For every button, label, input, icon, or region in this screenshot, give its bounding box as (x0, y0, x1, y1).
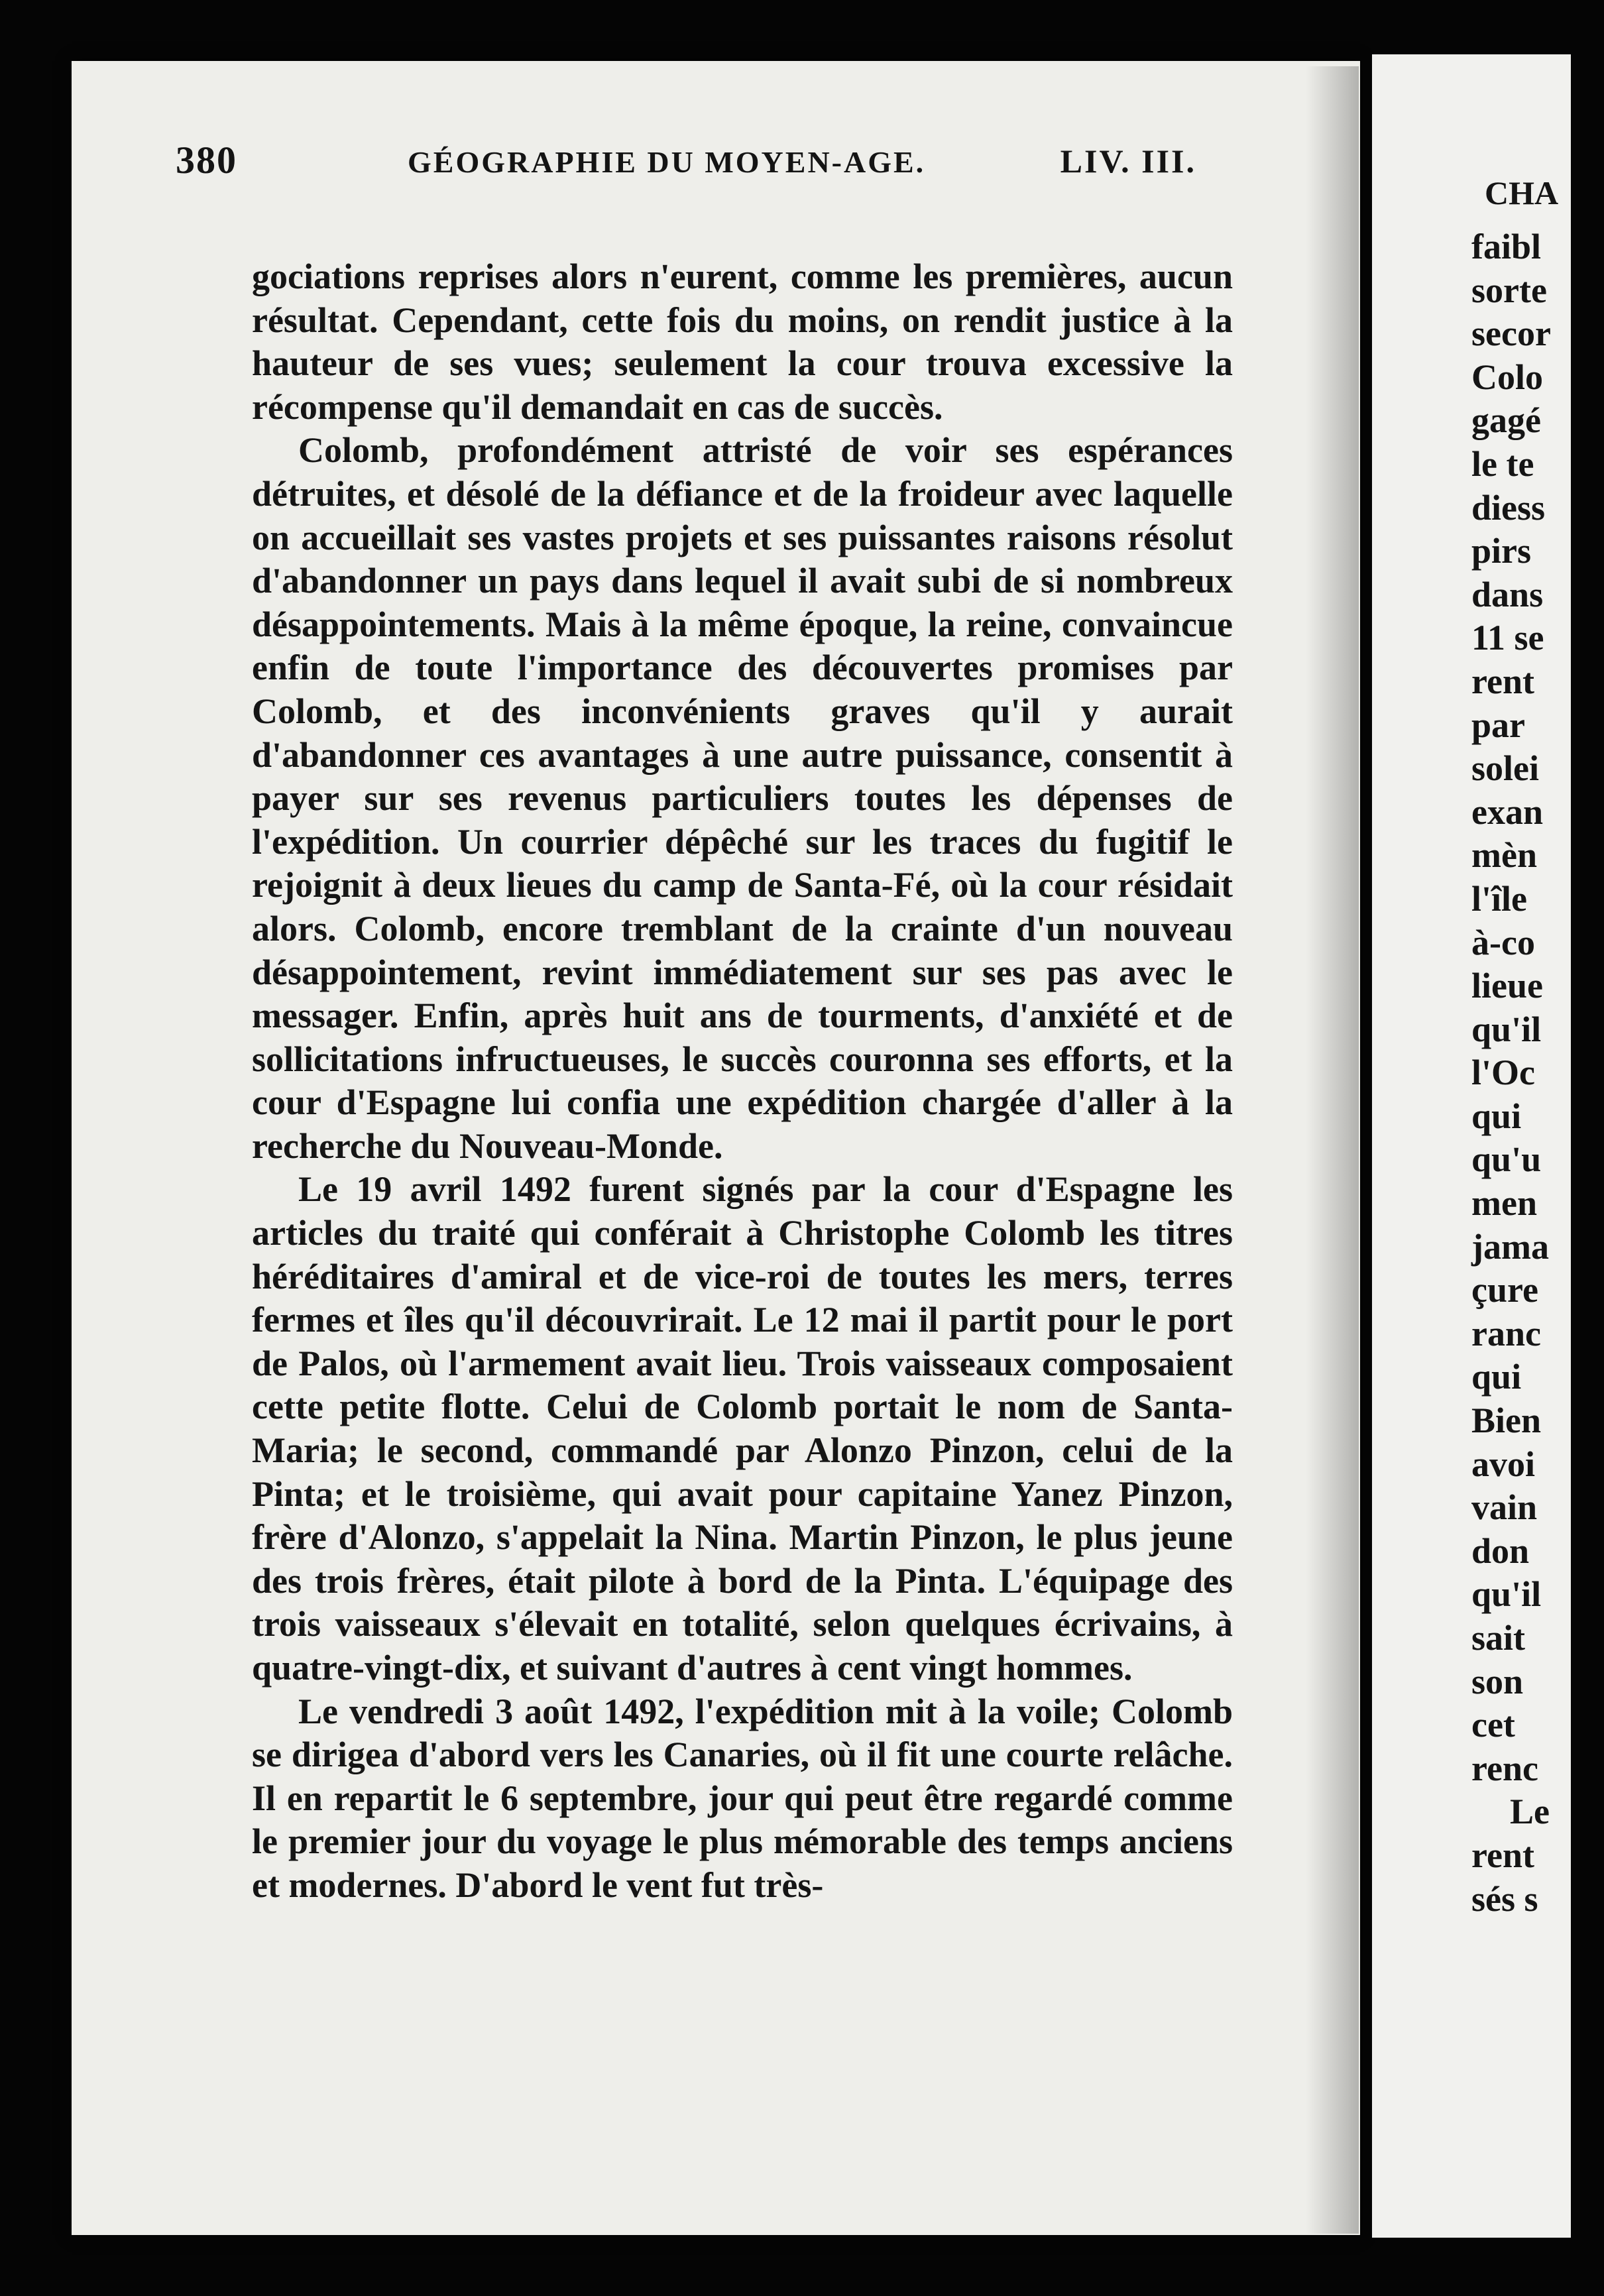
facing-page-header: CHA (1485, 174, 1559, 211)
facing-page-line: pirs (1471, 531, 1532, 571)
facing-page-line: çure (1471, 1270, 1538, 1310)
facing-page-line: qu'il (1471, 1574, 1542, 1615)
facing-page-line: gagé (1471, 400, 1541, 441)
facing-page-line: son (1471, 1661, 1524, 1701)
facing-page-line: à-co (1471, 922, 1535, 962)
facing-page-line: l'île (1471, 878, 1527, 919)
facing-page-line: rent (1471, 1835, 1534, 1875)
paragraph: Colomb, profondément attristé de voir ses espérances détruites, et désolé de la défiance et de la froideur avec laquelle on accueillait ses vastes projets et ses puissantes raisons résolut d'abandonner un pays dans lequel il avait subi de si nombreux désappointements. Mais à la même époque, la reine, convaincue enfin de toute l'importance des découvertes promises par Colomb, et des inconvénients graves qu'il y aurait d'abandonner ces avantages à une autre puissance, consentit à payer sur ses revenus particuliers toutes les dépenses de l'expédition. Un courrier dépêché sur les traces du fugitif le rejoignit à deux lieues du camp de Santa-Fé, où la cour résidait alors. Colomb, encore tremblant de la crainte d'un nouveau désappointement, revint immédiatement sur ses pas avec le messager. Enfin, après huit ans de tourments, d'anxiété et de sollicitations infructueuses, le succès couronna ses efforts, et la cour d'Espagne lui confia une expédition chargée d'aller à la recherche du Nouveau-Monde. (252, 430, 1233, 1166)
body-text (252, 255, 1233, 1908)
facing-page-line: men (1471, 1183, 1537, 1224)
facing-page-line: faibl (1471, 227, 1542, 266)
paragraph-continuation: gociations reprises alors n'eurent, comme les premières, aucun résultat. Cependant, cette fois du moins, on rendit justice à la hauteur de ses vues; seulement la cour trouva excessive la récompense qu'il demandait en cas de succès. (252, 257, 1233, 427)
facing-page-text (1471, 225, 1604, 1921)
page-header (176, 138, 1196, 184)
facing-page-line: vain (1471, 1487, 1538, 1528)
chapter-reference: LIV. III. (1060, 143, 1196, 180)
facing-page-line: mèn (1471, 835, 1537, 876)
facing-page-line: avoi (1471, 1444, 1536, 1484)
paragraph: Le 19 avril 1492 furent signés par la cour d'Espagne les articles du traité qui conférait à Christophe Colomb les titres héréditaires d'amiral et de vice-roi de toutes les mers, terres fermes et îles qu'il découvrirait. Le 12 mai il partit pour le port de Palos, où l'armement avait lieu. Trois vaisseaux composaient cette petite flotte. Celui de Colomb portait le nom de Santa-Maria; le second, commandé par Alonzo Pinzon, celui de la Pinta; et le troisième, qui avait pour capitaine Yanez Pinzon, frère d'Alonzo, s'appelait la Nina. Martin Pinzon, le plus jeune des trois frères, était pilote à bord de la Pinta. L'équipage des trois vaisseaux s'élevait en totalité, selon quelques écrivains, à quatre-vingt-dix, et suivant d'autres à cent vingt hommes. (252, 1169, 1233, 1688)
running-title: GÉOGRAPHIE DU MOYEN-AGE. (408, 145, 926, 179)
facing-page-line: sait (1471, 1618, 1525, 1658)
facing-page-line: renc (1471, 1748, 1538, 1788)
page-gutter (1306, 66, 1359, 2234)
facing-page-line: qui (1471, 1357, 1522, 1397)
facing-page-line: qu'u (1471, 1139, 1542, 1180)
facing-page-line: exan (1471, 791, 1543, 832)
facing-page-line: sés s (1471, 1878, 1538, 1919)
facing-page-line: Bien (1471, 1401, 1542, 1441)
facing-page-line: Colo (1471, 357, 1543, 397)
facing-page-line: qui (1471, 1096, 1522, 1136)
facing-page-line: solei (1471, 748, 1539, 789)
facing-page-line: ranc (1471, 1313, 1541, 1353)
facing-page-line: dans (1471, 574, 1544, 614)
facing-page-line: cet (1471, 1705, 1515, 1745)
facing-page-line: diess (1471, 487, 1546, 528)
facing-page-line: don (1471, 1530, 1530, 1571)
paragraph: Le vendredi 3 août 1492, l'expédition mit à la voile; Colomb se dirigea d'abord vers les Canaries, où il fit une courte relâche. Il en repartit le 6 septembre, jour qui peut être regardé comme le premier jour du voyage le plus mémorable des temps anciens et modernes. D'abord le vent fut très- (252, 1691, 1233, 1905)
facing-page-line: qu'il (1471, 1009, 1542, 1049)
facing-page-line: Le (1510, 1792, 1550, 1832)
facing-page-line: sorte (1471, 270, 1547, 310)
facing-page-line: 11 se (1471, 618, 1544, 658)
facing-page-line: par (1471, 705, 1525, 745)
facing-page-line: l'Oc (1471, 1053, 1535, 1093)
facing-page-line: lieue (1471, 966, 1543, 1006)
facing-page-line: secor (1471, 314, 1551, 354)
facing-page-line: le te (1471, 443, 1534, 484)
facing-page-line: rent (1471, 661, 1534, 701)
facing-page (1372, 54, 1571, 2238)
page-number: 380 (176, 139, 237, 182)
facing-page-line: jama (1471, 1226, 1549, 1267)
